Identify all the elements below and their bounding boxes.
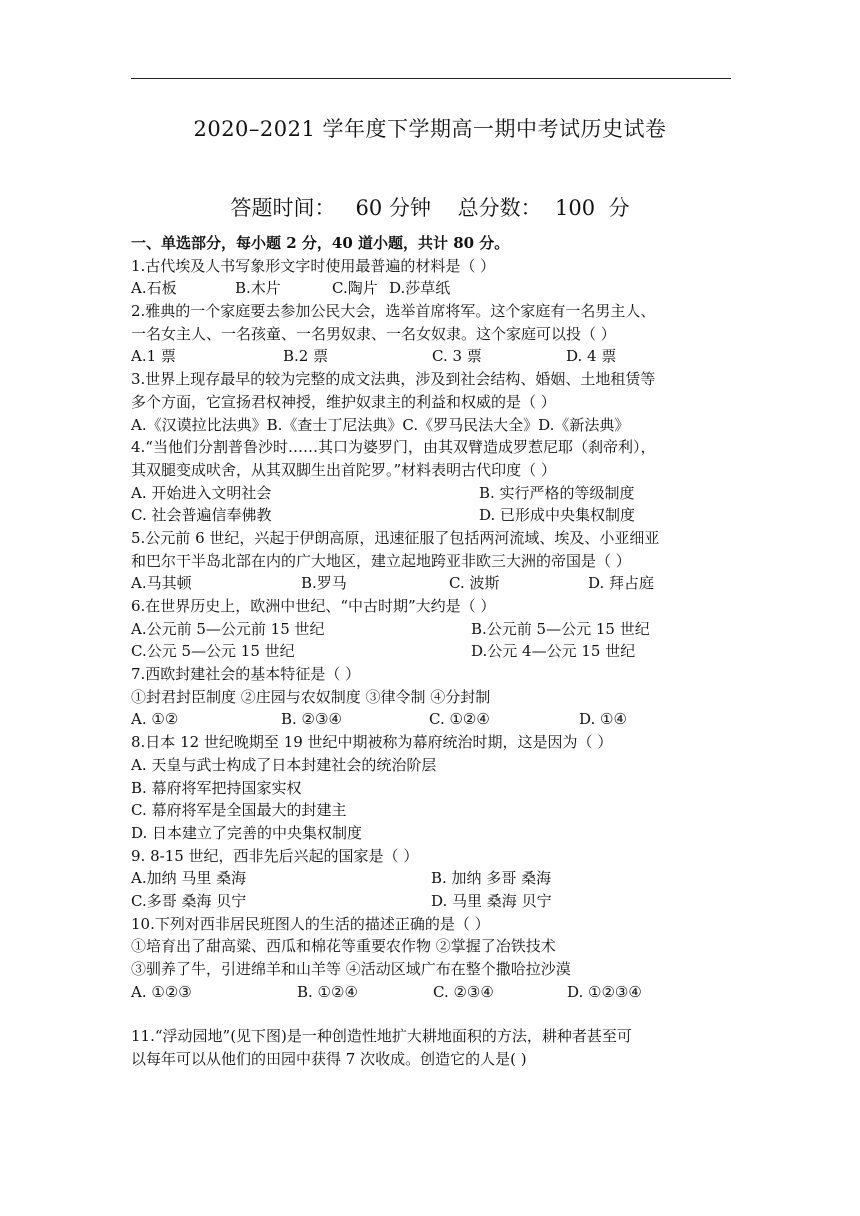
option-d: D. 马里 桑海 贝宁	[431, 891, 552, 910]
option-a: A.1 票	[131, 347, 176, 366]
option-d: D. ①④	[579, 710, 627, 729]
option-d: D. 已形成中央集权制度	[479, 506, 636, 525]
option-c: C. 3 票	[432, 347, 482, 366]
question-9-options-row2	[131, 890, 735, 913]
exam-body	[131, 232, 735, 1071]
question-11-stem-cont: 以每年可以从他们的田园中获得 7 次收成。创造它的人是( )	[131, 1050, 527, 1069]
question-7-stem: 7.西欧封建社会的基本特征是（ ）	[131, 665, 361, 684]
question-4-options-row2	[131, 504, 735, 527]
option-c: C. ②③④	[433, 982, 494, 1001]
option-b: B. 实行严格的等级制度	[479, 483, 635, 502]
question-8-option-a: A. 天皇与武士构成了日本封建社会的统治阶层	[131, 755, 437, 774]
option-b: B.2 票	[283, 347, 329, 366]
question-10-items-1: ①培育出了甜高粱、西瓜和棉花等重要农作物 ②掌握了冶铁技术	[131, 937, 556, 956]
question-10-items-2: ③驯养了牛，引进绵羊和山羊等 ④活动区域广布在整个撒哈拉沙漠	[131, 960, 571, 978]
option-b: B.公元前 5—公元 15 世纪	[471, 619, 650, 638]
question-10-options	[131, 981, 735, 1004]
option-c: C.公元 5—公元 15 世纪	[131, 642, 295, 661]
option-b: B.木片	[235, 279, 281, 298]
question-8-option-d: D. 日本建立了完善的中央集权制度	[131, 823, 363, 842]
question-3-options: A.《汉谟拉比法典》B.《查士丁尼法典》C.《罗马民法大全》D.《新法典》	[131, 415, 630, 434]
option-d: D. 4 票	[566, 347, 617, 366]
option-b: B. 加纳 多哥 桑海	[431, 869, 552, 888]
question-11-stem: 11.“浮动园地”(见下图)是一种创造性地扩大耕地面积的方法，耕种者甚至可	[131, 1027, 632, 1046]
section-heading: 一、单选部分，每小题 2 分，40 道小题，共计 80 分。	[131, 234, 510, 252]
question-6-options-row1	[131, 618, 735, 641]
question-2-options	[131, 345, 735, 368]
option-a: A.公元前 5—公元前 15 世纪	[131, 619, 325, 638]
question-7-items: ①封君封臣制度 ②庄园与农奴制度 ③律令制 ④分封制	[131, 687, 491, 706]
question-3-stem: 3.世界上现存最早的较为完整的成文法典，涉及到社会结构、婚姻、土地租赁等	[131, 370, 656, 389]
question-5-stem-cont: 和巴尔干半岛北部在内的广大地区，建立起地跨亚非欧三大洲的帝国是（ ）	[131, 551, 631, 570]
option-a: A.马其顿	[131, 574, 192, 593]
question-9-stem: 9. 8-15 世纪，西非先后兴起的国家是（ ）	[131, 846, 419, 865]
option-c: C.陶片	[332, 279, 378, 298]
question-9-options-row1	[131, 867, 735, 890]
option-b: B. ①②④	[297, 982, 358, 1001]
question-5-options	[131, 572, 735, 595]
option-c: C.多哥 桑海 贝宁	[131, 891, 247, 910]
question-8-option-c: C. 幕府将军是全国最大的封建主	[131, 801, 347, 820]
option-a: A. ①②	[131, 710, 179, 729]
option-d: D.公元 4—公元 15 世纪	[471, 642, 636, 661]
option-c: C. 波斯	[449, 574, 500, 593]
question-3-stem-cont: 多个方面，它宣扬君权神授，维护奴隶主的利益和权威的是（ ）	[131, 392, 556, 411]
question-7-options	[131, 708, 735, 731]
exam-time-info: 答题时间： 60 分钟 总分数： 100 分	[230, 196, 630, 220]
question-1-stem: 1.古代埃及人书写象形文字时使用最普遍的材料是（ ）	[131, 256, 496, 275]
question-4-options-row1	[131, 482, 735, 505]
question-2-stem: 2.雅典的一个家庭要去参加公民大会，选举首席将军。这个家庭有一名男主人、	[131, 302, 656, 321]
option-b: B. ②③④	[281, 710, 342, 729]
question-4-stem-cont: 其双腿变成吠舍，从其双脚生出首陀罗。”材料表明古代印度（ ）	[131, 460, 556, 479]
option-a: A.石板	[131, 279, 177, 298]
question-1-options	[131, 277, 735, 300]
question-8-stem: 8.日本 12 世纪晚期至 19 世纪中期被称为幕府统治时期，这是因为（ ）	[131, 733, 613, 752]
question-6-options-row2	[131, 640, 735, 663]
option-a: A. 开始进入文明社会	[131, 483, 272, 502]
option-d: D.莎草纸	[389, 279, 451, 298]
question-2-stem-cont: 一名女主人、一名孩童、一名男奴隶、一名女奴隶。这个家庭可以投（ ）	[131, 324, 616, 343]
option-c: C. ①②④	[429, 710, 490, 729]
option-d: D. 拜占庭	[588, 574, 655, 593]
header-rule	[131, 78, 731, 79]
option-a: A. ①②③	[131, 982, 192, 1001]
option-a: A.加纳 马里 桑海	[131, 869, 247, 888]
exam-title: 2020–2021 学年度下学期高一期中考试历史试卷	[193, 117, 667, 141]
question-6-stem: 6.在世界历史上，欧洲中世纪、“中古时期”大约是（ ）	[131, 597, 496, 615]
question-5-stem: 5.公元前 6 世纪，兴起于伊朗高原，迅速征服了包括两河流域、埃及、小亚细亚	[131, 528, 660, 547]
question-10-stem: 10.下列对西非居民班图人的生活的描述正确的是（ ）	[131, 914, 490, 933]
option-b: B.罗马	[301, 574, 347, 593]
question-4-stem: 4.“当他们分割普鲁沙时……其口为婆罗门，由其双臂造成罗惹尼耶（刹帝利），	[131, 438, 656, 457]
option-d: D. ①②③④	[567, 982, 642, 1001]
question-8-option-b: B. 幕府将军把持国家实权	[131, 778, 302, 797]
option-c: C. 社会普遍信奉佛教	[131, 506, 272, 525]
